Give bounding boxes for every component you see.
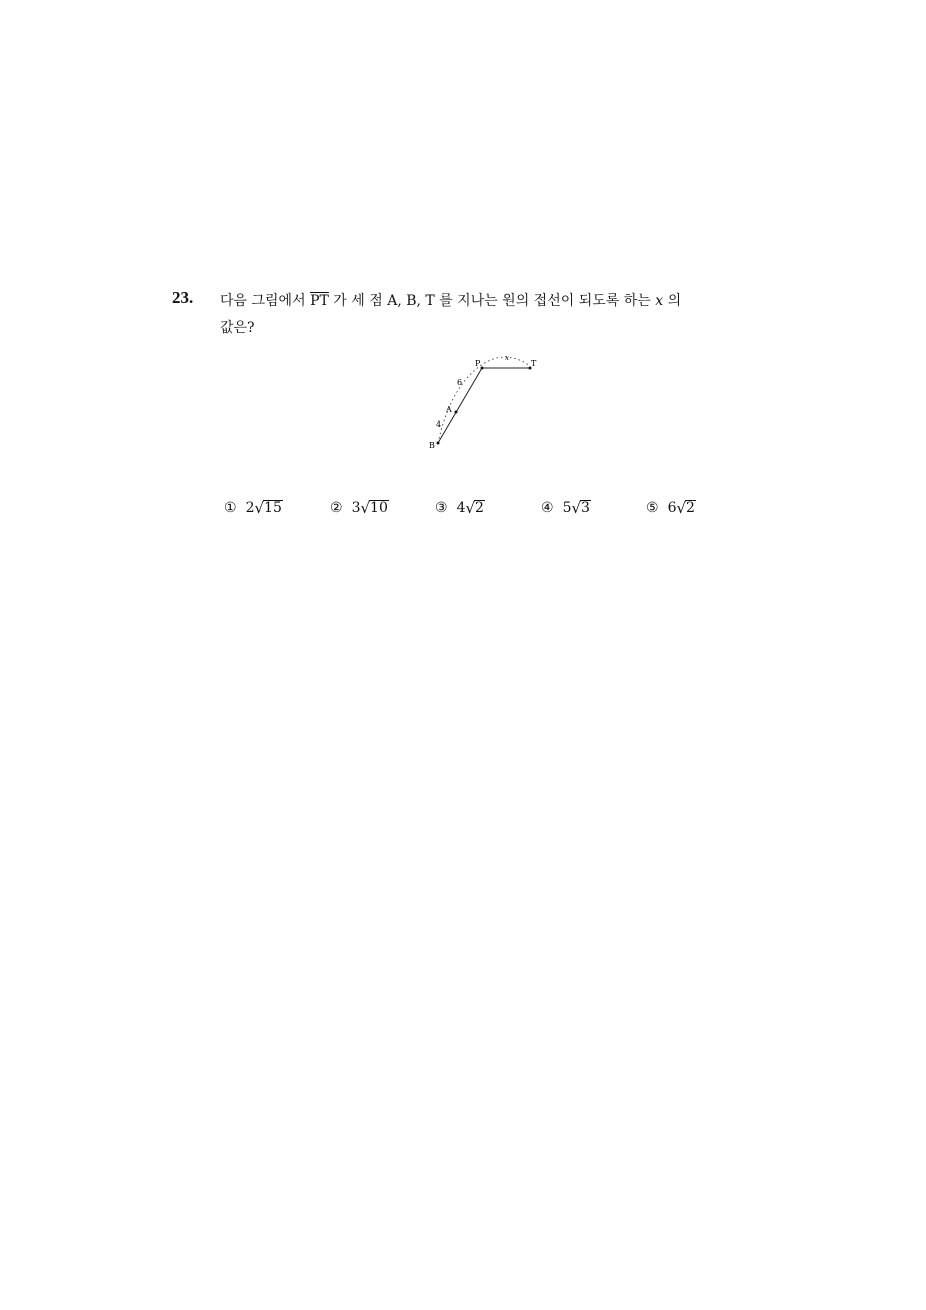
question-text-line2: 값은? — [220, 320, 255, 336]
choice-coefficient: 6 — [667, 500, 677, 517]
question-text-line1 — [220, 290, 681, 310]
label-b: B — [429, 441, 435, 450]
sqrt-icon: √ 15 — [254, 499, 282, 518]
choice-number: ③ — [435, 500, 448, 517]
variable-x: x — [655, 293, 664, 309]
segment-pt: $\overline{PT}$ — [310, 293, 329, 309]
geometry-figure — [420, 348, 550, 453]
choice-number: ⑤ — [646, 500, 659, 517]
choice-4[interactable] — [541, 500, 591, 516]
choice-number: ② — [330, 500, 343, 517]
question-text-post: 의 — [667, 293, 682, 309]
label-x: x — [505, 354, 509, 362]
choice-coefficient: 2 — [245, 500, 255, 517]
choice-3[interactable] — [435, 500, 485, 516]
sqrt-icon: √ 3 — [571, 499, 590, 518]
sqrt-icon: √ 2 — [465, 499, 484, 518]
question-text-pre: 다음 그림에서 — [220, 293, 306, 309]
choice-coefficient: 4 — [456, 500, 466, 517]
choice-radicand: 2 — [686, 500, 695, 516]
choice-radicand: 3 — [581, 500, 590, 516]
choice-number: ① — [224, 500, 237, 517]
choice-1[interactable] — [224, 500, 283, 516]
choice-2[interactable] — [330, 500, 389, 516]
choice-coefficient: 5 — [562, 500, 572, 517]
label-p: P — [475, 359, 481, 368]
label-a: A — [446, 405, 452, 414]
label-length-ab: 4 — [436, 420, 442, 429]
question-text-mid: 가 세 점 A, B, T 를 지나는 원의 접선이 되도록 하는 — [333, 293, 651, 309]
point-b — [437, 442, 440, 445]
question-number: 23. — [172, 288, 194, 307]
point-a — [455, 411, 458, 414]
label-length-pa: 6 — [457, 378, 463, 387]
point-p — [481, 367, 484, 370]
circle-arc — [438, 357, 530, 443]
sqrt-icon: √ 2 — [676, 499, 695, 518]
answer-choices — [0, 500, 926, 524]
choice-number: ④ — [541, 500, 554, 517]
choice-radicand: 10 — [370, 500, 388, 516]
label-t: T — [531, 359, 537, 368]
sqrt-icon: √ 10 — [360, 499, 388, 518]
choice-5[interactable] — [646, 500, 696, 516]
choice-radicand: 2 — [475, 500, 484, 516]
choice-coefficient: 3 — [351, 500, 361, 517]
choice-radicand: 15 — [264, 500, 282, 516]
